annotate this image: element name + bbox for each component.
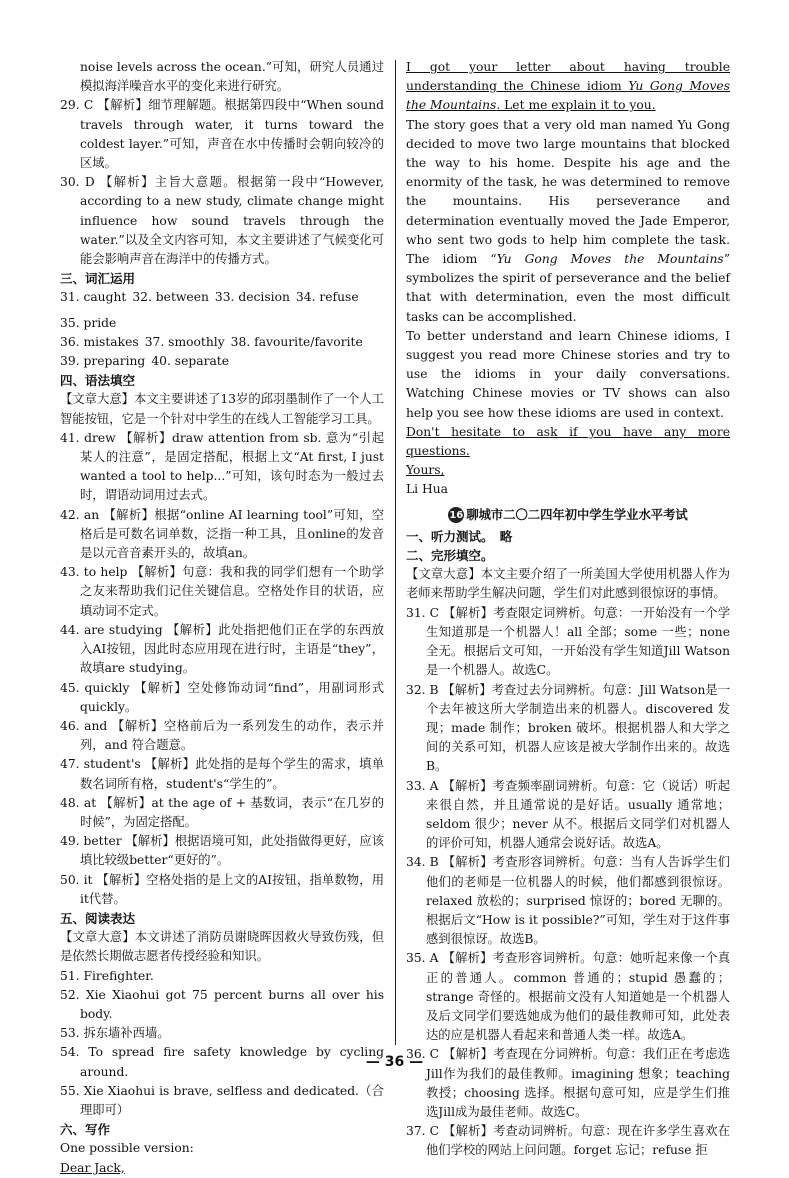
answer-36: 36. C 【解析】考查现在分词辨析。句意：我们正在考虑选Jill作为我们的最佳教师。imagining 想象；teaching 教授；choosing 选择。根据句意可知，应是学生们推选Jill成为最佳老师。故选C。 xyxy=(406,1047,730,1119)
intro-text: noise levels across the ocean.”可知，研究人员通过模拟海洋噪音水平的变化来进行研究。 xyxy=(80,60,384,94)
answer-31: 31. C 【解析】考查限定词辨析。句意：一开始没有一个学生知道那是一个机器人！all 全部；some 一些；none 全无。根据后文可知，一开始没有学生知道Jill Watson是一个机器人。故选C。 xyxy=(406,605,730,678)
page-number: — 36 — xyxy=(365,1054,424,1070)
answer-54: 54. To spread fire safety knowledge by cycling around. xyxy=(60,1045,384,1079)
answer-53: 53. 拆东墙补西墙。 xyxy=(60,1026,170,1041)
vocab-item: 39. preparing xyxy=(60,354,146,369)
vocab-item: 32. between xyxy=(132,290,209,305)
answer-52: 52. Xie Xiaohui got 75 percent burns all over his body. xyxy=(60,987,384,1021)
letter-p2-end: ” symbolizes the spirit of perseverance and the belief that with determination, even the most difficult tasks can be accomplished. xyxy=(406,252,731,324)
answer-51: 51. Firefighter. xyxy=(60,968,154,983)
letter-paragraph-3: To better understand and learn Chinese idioms, I suggest you read more Chinese stories and try to use the idioms in your daily conversations. Watching Chinese movies or TV shows can also help you see how these idioms are used in context. xyxy=(406,328,730,420)
answer-41: 41. drew 【解析】draw attention from sb. 意为“引起某人的注意”，是固定搭配，根据上文“At first, I just wanted a tool to help...”可知，该句时态为一般过去时，谓语动词用过去式。 xyxy=(60,430,384,503)
section-listening-heading: 一、听力测试。 略 xyxy=(406,528,513,544)
answer-44: 44. are studying 【解析】此处指把他们正在学的东西放入AI按钮，因此时态应用现在进行时，主语是“they”，故填are studying。 xyxy=(60,622,384,676)
answer-35: 35. A 【解析】考查形容词辨析。句意：她听起来像一个真正的普通人。common 普通的；stupid 愚蠢的；strange 奇怪的。根据前文没有人知道她是一个机器人及后文同学们要选她成为他们的最佳教师可知，此处表达的应是机器人看起来和普通人类一样。故选A。 xyxy=(406,951,730,1043)
answer-32: 32. B 【解析】考查过去分词辨析。句意：Jill Watson是一个去年被这所大学制造出来的机器人。discovered 发现；made 制作；broken 破坏。根据机器人和大学之间的关系可知，机器人应该是被大学制作出来的。故选B。 xyxy=(406,682,730,774)
answer-47: 47. student's 【解析】此处指的是每个学生的需求，填单数名词所有格，student's“学生的”。 xyxy=(60,757,384,791)
sample-version-label: One possible version: xyxy=(60,1141,194,1156)
letter-p1-idiom: Yu Gong Moves the Mountains xyxy=(406,79,730,113)
letter-paragraph-4: Don't hesitate to ask if you have any more questions. xyxy=(406,424,730,459)
section-writing-heading: 六、写作 xyxy=(60,1122,111,1138)
letter-greeting: Dear Jack, xyxy=(60,1160,125,1175)
vocab-item: 38. favourite/favorite xyxy=(230,334,363,349)
answer-29: 29. C 【解析】细节理解题。根据第四段中“When sound travels through water, it turns toward the coldest layer.”可知，声音在水中传播时会朝向较冷的区域。 xyxy=(60,98,384,171)
answer-37: 37. C 【解析】考查动词辨析。句意：现在许多学生喜欢在他们学校的网站上问问题。forget 忘记；refuse 拒 xyxy=(406,1124,730,1158)
summary-reading: 【文章大意】本文讲述了消防员谢晓晖因救火导致伤残，但是依然长期做志愿者传授经验和知识。 xyxy=(60,930,384,964)
answer-49: 49. better 【解析】根据语境可知，此处指做得更好，应该填比较级better“更好的”。 xyxy=(60,834,384,868)
answer-48: 48. at 【解析】at the age of + 基数词，表示“在几岁的时候”，为固定搭配。 xyxy=(60,795,384,829)
letter-closing: Yours, xyxy=(406,463,445,478)
vocab-row-1 xyxy=(60,288,384,332)
summary-cloze: 【文章大意】本文主要介绍了一所美国大学使用机器人作为老师来帮助学生解决问题，学生们对此感到很惊讶的事情。 xyxy=(406,567,730,601)
letter-p1-start: I got your letter about having trouble understanding the Chinese idiom xyxy=(406,60,730,94)
vocab-item: 31. caught xyxy=(60,290,127,305)
vocab-row-2 xyxy=(60,333,384,352)
vocab-item: 40. separate xyxy=(151,354,229,369)
vocab-item: 35. pride xyxy=(60,315,117,330)
exam-title-text: 聊城市二〇二四年初中学生学业水平考试 xyxy=(466,507,688,522)
column-divider xyxy=(395,60,396,1045)
section-reading-heading: 五、阅读表达 xyxy=(60,910,136,926)
letter-p1-end: . Let me explain it to you. xyxy=(496,98,656,113)
answer-45: 45. quickly 【解析】空处修饰动词“find”，用副词形式quickly。 xyxy=(60,680,384,714)
letter-p2-idiom: Yu Gong Moves the Mountains xyxy=(496,252,724,267)
answer-34: 34. B 【解析】考查形容词辨析。句意：当有人告诉学生们他们的老师是一位机器人的时候，他们都感到很惊讶。relaxed 放松的；surprised 惊讶的；bored 无聊的。根据后文“How is it possible?”可知，学生对于这件事感到很惊讶。故选B。 xyxy=(406,855,730,947)
answer-42: 42. an 【解析】根据“online AI learning tool”可知，空格后是可数名词单数，泛指一种工具，且online的发音是以元音音素开头的，故填an。 xyxy=(60,507,384,561)
right-column xyxy=(406,58,730,1161)
summary-grammar: 【文章大意】本文主要讲述了13岁的邱羽墨制作了一个人工智能按钮，它是一个针对中学生的在线人工智能学习工具。 xyxy=(60,392,384,426)
answer-50: 50. it 【解析】空格处指的是上文的AI按钮，指单数物，用it代替。 xyxy=(60,872,384,906)
vocab-item: 33. decision xyxy=(214,290,290,305)
section-cloze-heading: 二、完形填空。 xyxy=(406,548,494,564)
answer-43: 43. to help 【解析】句意：我和我的同学们想有一个助学之友来帮助我们记住关键信息。空格处作目的状语，应填动词不定式。 xyxy=(60,565,384,618)
vocab-item: 36. mistakes xyxy=(60,334,139,349)
vocab-row-3 xyxy=(60,352,384,371)
answer-30: 30. D 【解析】主旨大意题。根据第一段中“However, according to a new study, climate change might influence how sound travels through the water.”以及全文内容可知，本文主要讲述了气候变化可能会影响声音在海洋中的传播方式。 xyxy=(60,175,384,267)
exam-number-badge: 16 xyxy=(448,507,464,523)
answer-33: 33. A 【解析】考查频率副词辨析。句意：它（说话）听起来很自然，并且通常说的是好话。usually 通常地；seldom 很少；never 从不。根据后文同学们对机器人的评价可知，机器人通常会说好话。故选A。 xyxy=(406,778,730,851)
letter-paragraph-1 xyxy=(406,58,730,116)
vocab-item: 34. refuse xyxy=(295,290,359,305)
answer-46: 46. and 【解析】空格前后为一系列发生的动作，表示并列，and 符合题意。 xyxy=(60,718,384,753)
letter-paragraph-2 xyxy=(406,116,730,327)
section-grammar-heading: 四、语法填空 xyxy=(60,373,136,389)
answer-55: 55. Xie Xiaohui is brave, selfless and dedicated.（合理即可） xyxy=(60,1083,384,1117)
exam-title xyxy=(406,506,730,525)
letter-signature: Li Hua xyxy=(406,482,448,497)
letter-p2-start: The story goes that a very old man named Yu Gong decided to move two large mountains that blocked the way to his home. Despite his age and the enormity of the task, he was determined to remove the mountains. His perseverance and determination eventually moved the Jade Emperor, who sent two gods to help him complete the task. The idiom “ xyxy=(406,117,730,267)
vocab-item: 37. smoothly xyxy=(144,334,225,349)
section-vocabulary-heading: 三、词汇运用 xyxy=(60,271,136,287)
left-column xyxy=(60,58,384,1178)
